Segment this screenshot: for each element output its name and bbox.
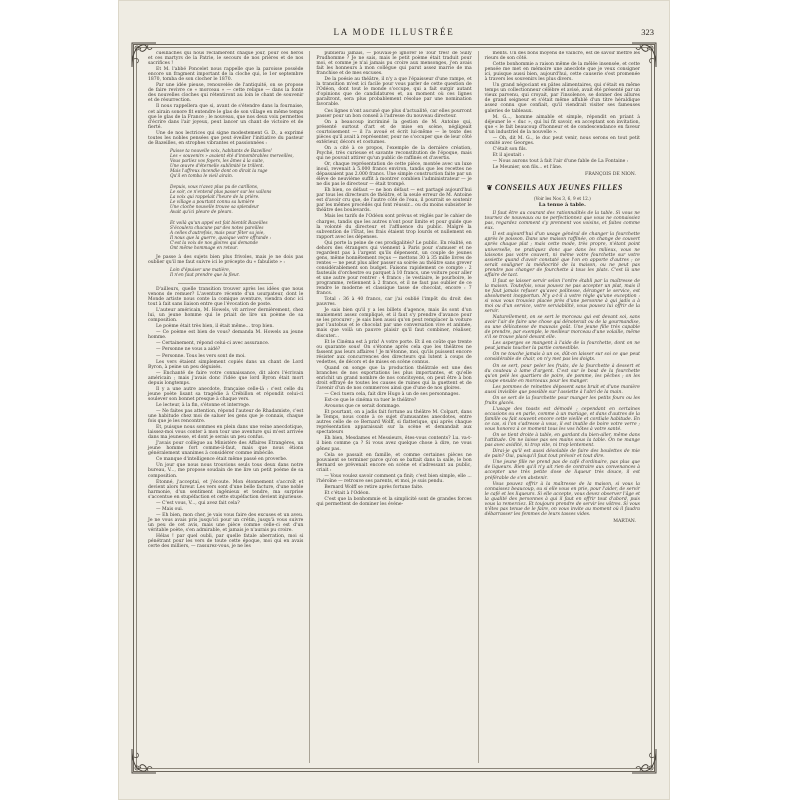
poem-line: Puisse ta nouvelle voix, habitants de Bazeilles! bbox=[170, 148, 272, 154]
col1-paragraphs-2 bbox=[148, 287, 303, 549]
col3-paragraphs bbox=[485, 51, 640, 170]
paragraph: L'auteur américain, M. Howels, vit arriver dernièrement, chez lui, un jeune homme qui le priait de lire un poème de sa composition. bbox=[148, 308, 304, 324]
paragraph: ments. Un des bons moyens de vaincre, est de savoir mettre les rieurs de son côté. bbox=[484, 51, 640, 62]
paragraph: Il faut être au courant des rationnalités de la table. Si vous ne tournez de nouveaux ou ne perfectionnez que vous ne connaissiez pas, regardez comment s'y prennent vos voisins, et faites comme eux. bbox=[484, 211, 640, 232]
paragraph: Et il ajoutait : bbox=[492, 152, 525, 158]
poem-line: Depuis, vous n'avez plus pu de carillons, bbox=[170, 184, 259, 190]
paragraph: Les vers étaient simplement copiés dans un chant de Lord Byron, à peine un peu déguisés. bbox=[148, 359, 304, 370]
paragraph: Quand on songe que la production théâtrale est une des branches de nos exportations les plus importantes, et qu'elle enrichit un grand nombre de nos concitoyens, on peut être à bon droit effrayé de toutes les causes de ruines qui la guettent et de l'avenir d'un de nos commerces ainsi que d'une de nos gloires. bbox=[316, 365, 472, 391]
paragraph: Le Meunier, son fils... et l'âne. bbox=[492, 164, 563, 170]
paragraph: — Nous aurons tout à fait l'air d'une fable de La Fontaine : bbox=[492, 158, 629, 164]
paragraph: Est-ce que le cinéma va tuer le théâtre? bbox=[324, 398, 417, 404]
poem-line: Ont même hommage en retour. bbox=[170, 245, 239, 251]
quote-line: Il n'en faut prendre que la fleur. bbox=[170, 272, 240, 278]
paragraph: Il y a une autre anecdote, française celle-là : c'est celle du jeune poète lisant sa tragédie à Crébillon et répondit celui-ci soulever son bonnet presque à chaque vers. bbox=[148, 386, 304, 402]
paragraph: On se sert, pour peler les fruits, de la fourchette à dessert et du couteau à lame d'argent. C'est sur le bout de la fourchette qu'on pelé les quartiers de poire, de pomme, les pêches ; on les coupe ensuite en morceaux pour les manger. bbox=[484, 363, 640, 384]
paragraph: Un jour que nous nous trouvions seuls tous deux dans notre bureau, V..., me propose soudain de me lire un petit poème de sa composition. bbox=[148, 463, 304, 479]
paragraph: On a cité à ce propos, l'exemple de la dernière création, Psyché, très curieuse et savante reconstitution de l'époque, mais qui ne pouvait attirer qu'un public de raffinés et d'avertis. bbox=[316, 145, 472, 161]
paragraph: Il faut se laisser servir selon l'ordre établi par la maîtresse de la maison. Toutefois, vous pouvez ne pas accepter un plat, mais il ne faut jamais refuser qu'avec politesse, déranger le service, est absolument inopportun. N'y a-t-il à votre règle qu'une exception : si vous vous trouviez placée près d'une personne à qui jadis a à moi ou d'un service, votre serviabilité, vous pouvez lui offrir de la servir. bbox=[484, 278, 640, 315]
paragraph: Or, chaque représentation de cette pièce, montée avec un luxe inouï, revenait à 5.000 francs environ, tandis que les recettes ne dépassaient pas 2.000 francs. Une simple construction faite par un élève de neuvième suffit à montrer combien l'administrateur — je ne dis pas le directeur — était trompé. bbox=[316, 161, 472, 188]
paragraph: — Ce poème est bien de vous? demanda M. Howels au jeune homme. bbox=[148, 330, 304, 341]
poem-line: Il nous que la guerre, quoique votre offrande : bbox=[170, 235, 272, 241]
magazine-page bbox=[118, 0, 670, 800]
quote-line: Loin d'épuiser une matière, bbox=[170, 267, 231, 273]
paragraph: Un grand négociant en pâtes alimentaires, qui s'était en même temps un collectionneur célèbre et avisé, avait été présenté par un vieux parvenu, qui croyait, par l'insolence, se donner des allures de grand seigneur et s'était même affublé d'un titre héraldique assez connu que confiait, qu'il viendrait visiter ses fameuses galeries de tableaux. bbox=[484, 83, 640, 114]
paragraph: Eh bien, ce défaut — ne bon défaut — est partagé aujourd'hui par tous les directeurs de théâtre, et la seule erreur de M. Antoine est d'avoir cru que, de l'autre côté de l'eau, il pourrait se soutenir par les mêmes procédés qui font réussir... ou du moins subsister le théâtre des boulevards. bbox=[316, 188, 472, 214]
paragraph: On se sert de la fourchette pour manger les petits fours ou les fruits glacés. bbox=[484, 395, 640, 406]
paragraph: C'est que la bonhommie et la simplicité sont de grandes forces qui permettent de dominer les événe- bbox=[316, 496, 472, 507]
poem-line: A celles d'autrefois, mais pour fêter sa joie, bbox=[170, 230, 265, 236]
page-header bbox=[118, 0, 670, 40]
author-signature: FRANÇOIS DE NION. bbox=[585, 172, 636, 178]
paragraph: — Personne. Tous les vers sont de moi. bbox=[156, 353, 246, 359]
paragraph: L'usage des toasts est démodé ; cependant en certaines occasions ou en parle, comme à un mariage, et dans d'autres de la famille ou fait souvent encore cette vieille et cordiale habitude. En ce cas, si l'on s'adresse à vous, il est inutile de boire votre verre ; vous honorez à ce moment tous les vos hôtes à votre santé. bbox=[484, 406, 640, 433]
paragraph: D'ailleurs, quelle transition trouver après les idées que nous venons de remuer? L'aventure récente d'un usurpateur, dont le Monde artiste nous conte la comique aventure, viendra donc ici tout à fait sans liaison entre que l'évocation de poste. bbox=[148, 286, 304, 308]
paragraph: Total : 36 à 40 francs, car j'ai oublié l'impôt du droit des pauvres. bbox=[316, 297, 472, 308]
paragraph: Une jeune fille ne prend pas de café d'ordinaire, pas plus que de liqueurs. Bien qu'il n'y ait rien de contraire aux convenances à accepter une très petite dose de liqueur très douce, il est préférable de s'en abstenir. bbox=[484, 460, 640, 481]
ornamental-frame bbox=[133, 44, 655, 772]
paragraph: — Vous voulez savoir comment ça finit; c'est bien simple, elle ... l'héroïne — retrouve ses parents, et moi, je suis pendu. bbox=[316, 473, 472, 484]
poem-line: Une cloche nouvelle trouve sa splendeur bbox=[170, 204, 259, 210]
paragraph: Mais les tarifs de l'Odéon sont prévus et réglés par le cahier de charges, tandis que les autres n'ont pour limite et pour guide que la volonté du directeur et l'affluence du public. Malgré la subvention de l'État, les frais étaient trop lourds et nullement en rapport avec les dépenses. bbox=[316, 214, 472, 240]
column-3 bbox=[478, 51, 646, 763]
paragraph: Dirai-je qu'il est aussi désolable de faire des boulettes de mie de pain? Oui, puisqu'il faut tout prévoir et tout dire. bbox=[484, 449, 640, 460]
poem-line: Avait qu'ici pleure de pleurs. bbox=[170, 209, 233, 215]
paragraph: M. G..., homme aimable et simple, répondit en priant à déjeuner le « duc », qui lui fit savoir, en acceptant son invitation, que « le fait beaucoup d'honneur et de condescendance en faveur d'un industriel de la nouvelle ». bbox=[484, 114, 640, 135]
paragraph: Il nous rappellera que si, avant de s'étendre dans la fournaise, cet airain sonore fit entendre le glas de son village en même temps que le glas de la France ; le nouveau, que nos deux voix permettes d'écrire dans l'air joyeux, peut lancer un chant de victoire et de fierté. bbox=[148, 104, 304, 130]
poem-stanza-3 bbox=[148, 219, 303, 253]
paragraph: Je passe à des sujets bien plus frivoles, mais je ne dois pas oublier qu'il me faut suivre ici le précepte du « fabuliste » : bbox=[148, 254, 304, 265]
paragraph: Vous pouvez offrir à la maîtresse de la maison, si vous la connaissez beaucoup, ou si elle vous en prie, pour l'aider, de servir le café et les liqueurs. Si elle accepte, vous devez observer l'âge et la qualité des personnes à qui il faut en offrir tout d'abord, puis vous la remerciez. Et toujours prendre de servir les vôtres. Si vous n'êtes pas tenue de le faire, on vous invite au moment où il faudra débarrasser les femmes de leurs tasses vides. bbox=[484, 481, 640, 517]
paragraph: Cette bonhommie a raison même de la mêlée insensée, et cette pensée me met en mémoire une anecdote que je veux consigner ici, puisque aussi bien, aujourd'hui, cette causerie s'est promenée à travers les souvenirs les plus divers. bbox=[484, 62, 640, 83]
paragraph: Et M. l'abbé Poncelet nous rappelle que la paroisse possède encore un fragment important de la cloche qui, le 1er septembre 1870, tomba de son clocher le 1870. bbox=[148, 67, 304, 83]
poem-line: S'écoulera chacune par des notes pareilles bbox=[170, 225, 264, 231]
paragraph: Les pommes de reinettes déposent sans bruit et d'une manière aussi invisible que possible sur l'assiette à l'abri de la main. bbox=[484, 384, 640, 395]
paragraph: On a beaucoup incriminé la gestion de M. Antoine qui, présenté surtout d'art et de mise en scène, négligeait courtoisement — il l'a avoué et écrit lui-même — le texte des pièces qu'il avait à représenter, pour ne s'occuper que de leur côté extérieur, décors et costumes. bbox=[316, 119, 472, 145]
paragraph: Bernard Wolff se retire après fortune faite. bbox=[324, 484, 424, 490]
paragraph: Par une idée pieuse, renouvelée de l'antiquité, on se propose de faire revivre ce « morceau » — cette relique — dans la fonte des nouvelles cloches qui rétentiront au loin le chant de souvenir et de résurrection. bbox=[148, 83, 304, 104]
paragraph: J'avais pour collègue au Ministère des Affaires Étrangères, un jeune homme fort comme-il-faut, mais que nous étions généralement unanimes à considérer comme imbécile. bbox=[148, 441, 304, 457]
poem-stanza-1 bbox=[148, 147, 303, 181]
paragraph: — Enchanté de faire votre connaissance, dit alors l'écrivain américain ; mais j'avais donc l'idée que lord Byron était mort depuis longtemps. bbox=[148, 370, 304, 386]
poem-line: Mais l'affreux incendie dont on dirait la rage bbox=[170, 168, 268, 174]
paragraph: — Certainement, répond celui-ci avec assurance. bbox=[156, 341, 270, 347]
paragraph: — Personne ne vous a aidé? bbox=[156, 347, 221, 353]
paragraph: Les asperges se mangent à l'aide de la fourchette, dont on ne peut jamais toucher la partie comestible. bbox=[484, 341, 640, 352]
poem-line: Qu'il en tomba le vieil airain. bbox=[170, 173, 234, 179]
page-number: 323 bbox=[641, 27, 654, 37]
paragraph: Le poème était très bien, il était même... trop bien. bbox=[156, 324, 274, 330]
paragraph: Hélas ! par quel oubli, par quelle fatale aberration, moi si pénétrant pour les vers de toute cette époque, moi qui en avais certe des milliers, — rassurez-vous, je ne les bbox=[148, 534, 304, 550]
quote-block bbox=[148, 266, 303, 280]
paragraph: Étonné, j'acceptai, et j'écoute. Mon étonnement s'accroît et devient alors fureur. Les vers sont d'une belle facture, d'une noble harmonie, d'un sentiment ingénieux et tendre, ma surprise s'accentue en stupéfaction et cette stupéfaction devient injurieuse. bbox=[148, 479, 304, 500]
poem-line: Vous parliez vos foyers, les âmes à la suite, bbox=[170, 158, 265, 164]
divider bbox=[178, 283, 273, 284]
paragraph: — Ne faites pas attention, répond l'auteur de Rhadamiste, c'est une habitude chez moi de saluer les gens que je connais, chaque fois que je les rencontre. bbox=[148, 408, 304, 425]
text-columns bbox=[142, 51, 646, 763]
paragraph: Ces lignes n'ont aucuné que plus d'actualité, car elles pourront passer pour un bon conseil à l'adresse du nouveau directeur. bbox=[316, 108, 472, 119]
poem-line: Et voilà qu'un appel est fait bientôt Bazeilles bbox=[170, 220, 268, 226]
section-paragraphs bbox=[485, 211, 640, 517]
section-heading-text: CONSEILS AUX JEUNES FILLES bbox=[494, 183, 623, 193]
col2-paragraphs bbox=[316, 51, 471, 507]
paragraph: Il est aujourd'hui d'un usage général de changer la fourchette après le poisson. Dans une maison raffinée, on change de couvert après chaque plat ; mais cette mode, très propre, n'étant point universelle, ne pratiquez donc que dans les milieux, vous ne laissons pas votre couvert, ni même votre fourchette sur votre assiette quand d'avoir constaté que l'on en apporte d'autres ; ce serait souligner la médiocrité de la maison, ou ne peut pas prendre pas changer de fourchette à tous les plats. C'est là une affaire de tact. bbox=[484, 232, 640, 278]
paragraph: C'était son fils. bbox=[492, 146, 528, 152]
paragraph: cueillaches qui nous réclamèrent chaque jour, pour ces héros et ces martyrs de la Patrie, le secours de nos prières et de nos sacrifices ! bbox=[148, 51, 304, 67]
paragraph: — C'est vous, V..., qui avez fait cela? bbox=[156, 500, 240, 506]
paragraph: On se tient droite à table, en gardant du bien-aller, même dans l'attitude. On ne laisse pas ses mains sous la table. On ne mange pas avec avidité, ni trop vite, ni trop lentement. bbox=[484, 433, 640, 449]
fleuron-icon: ❦ bbox=[486, 184, 493, 193]
poem-line: Le soir, ce n'entend plus passer sur les vallons bbox=[170, 189, 272, 195]
paragraph: — Ceci tuera cela, fait dire Hugo à un de ses personnages. bbox=[324, 392, 460, 398]
poem-line: Le village a pourtant connu sa lumière bbox=[170, 199, 255, 205]
paragraph: — Mais oui. bbox=[156, 506, 184, 512]
paragraph: Et pourtant, on a jadis fait fortune au théâtre M. Colpart, dans le Temps, nous conte à ce sujet d'amusantes anecdotes, entre autres celle de ce Bernard Wolff, si flatterique, qui après chaque représentation apparaissait sur la scène et demandait aux spectateurs bbox=[316, 410, 472, 436]
poem-line: C'est la voix de nos gloires qui demande bbox=[170, 240, 258, 246]
paragraph: — Eh bien, mon cher, je vais vous faire des excuses et un aveu. Je ne vous avais pris jusqu'ici pour un crétin, jusqu'à vous suivre un peu de cet avis, mais une pièce comme celle-ci est d'un véritable poète, s'en admirable, et jamais je n'aurais pu croire. bbox=[148, 512, 304, 533]
paragraph: Et c'était à l'Odéon. bbox=[324, 490, 370, 496]
poem-line: Les « souvenirs » avaient été d'innombrables merveilles, bbox=[170, 153, 294, 159]
section-title: La tenue à table. bbox=[538, 202, 586, 209]
paragraph: On ne touche jamais à un os, dût-on laisser sur soi ce que peut considérable de chair, on n'y met pas les doigts. bbox=[484, 352, 640, 363]
poem-line: Une œuvre d'éternelle sublimité te trillent. bbox=[170, 163, 264, 169]
paragraph: Une de nos lectrices qui signe modestement G. D., a exprimé toutes les nobles pensées que peut éveiller l'initiative du pasteur de Bazeilles, en strophes vibrantes et passionnées : bbox=[148, 130, 304, 146]
paragraph: De la poésie au théâtre, il n'y a que l'épaisseur d'une rampe, et la transition m'est ici facile pour vous parler de cette question de l'Odéon, dont tout le monde s'occupe, qui a fait surgir autant d'opinions que de candidatures et, au moment où ces lignes paraîtront, sera plus probablement résolue par une nomination favorable. bbox=[316, 77, 472, 108]
column-1 bbox=[142, 51, 309, 763]
paragraph: Qui porte la peine de ces prodigalités? Le public. En réalité, en dehors des étrangers qui viennent à Paris pour s'amuser et ne regardent pas à l'argent qu'ils dépensent, un couple de jeunes gens, même honnêtement reçus — mettons 30 à 35 mille livres de rentes — ne peut plus aller passer sa soirée au théâtre sans grever considérablement son budget. Faisons rapidement ce compte : 2 fauteuils d'orchestre ou parquet à 10 francs, une voiture pour aller et une autre pour rentrer : 4 francs ; le vestiaire, le pourboire, le programme, retiennent à 2 francs, et il ne faut pas oublier de ce rendre le moderne et classique tasse de chocolat, encore : 7 francs. bbox=[316, 240, 472, 297]
poem-stanza-2 bbox=[148, 183, 303, 217]
paragraph: Et, puisque nous sommes en plein dans une veine anecdotique, laissez-moi vous conter à mon tour une aventure qui m'est arrivée dans ma jeunesse, et dont je serais un peu confus. bbox=[148, 425, 304, 441]
paragraph: Avouons que ce serait dommage. bbox=[324, 404, 401, 410]
paragraph: Naturellement, on se sert le morceau qui est devant soi, sans avoir l'air de faire une chose qui dénoterait ou de la gourmandise, ou une délicatesse de mauvais goût. Une jeune fille très capable de prendre, par exemple, le meilleur morceau d'une volaille, même s'il se trouve placé devant elle. bbox=[484, 315, 640, 341]
section-signature: MARTAN. bbox=[613, 518, 636, 524]
column-2 bbox=[309, 51, 477, 763]
poem-line: La voix qui rappelait l'heure de la prière. bbox=[170, 194, 260, 200]
col1-paragraphs bbox=[148, 51, 303, 146]
paragraph: publierai jamais, — pouvais-je ignorer le Tour très! de Sully Prudhomme ? Je ne sais, mais le petit poème était traduit pour moi, et comme je n'ai jamais pu croire aux mensonges, j'en avais fait les honneurs à mon collègue qui parut assez marrie de ma franchise et de mes excuses. bbox=[316, 51, 472, 77]
section-heading bbox=[485, 183, 640, 193]
section-subheading: (Voir les Nos 3, 6, 9 et 12.) bbox=[533, 196, 591, 202]
paragraph: Je sais bien qu'il y a les billets d'agence, mais ils sont d'un maniement assez compliqué, et il faut s'y prendre d'avance pour se les procurer ; je sais bien aussi qu'on peut remplacer la voiture par l'autobus et le chocolat par une conversation vive et animée, mais que voilà un pauvre plaisir qu'il faut combiner, réaliser, discuter... bbox=[316, 308, 472, 339]
paragraph: Le lecteur, à la fin, s'étonne et interroge. bbox=[156, 402, 251, 408]
paragraph: Cela se passait en famille, et comme certaines pièces ne pouvaient se terminer parce qu'on se battait dans la salle, le bon Bernard se prévenait encore en scène et s'adressant au public, criait : bbox=[316, 452, 472, 473]
paragraph: Ce manque d'intelligence était même passé en proverbe. bbox=[156, 457, 288, 463]
journal-title: LA MODE ILLUSTRÉE bbox=[333, 27, 455, 37]
paragraph: — Oh, dit M. G.., le duc peut venir, nous serons en tout petit comité avec Georges. bbox=[484, 135, 640, 146]
paragraph: Et le Cinéma est à prix! A votre porte. Et il en coûte que trente ou quarante sous! On s'étonne après cela que les théâtres ne fassent pas leurs affaires ! Je m'étonne, moi, qu'ils puissent encore résister aux concurrences des directeurs qui lutent à coups de vedettes, de décors et de mises en scène connus. bbox=[316, 339, 472, 365]
paragraph: Eh bien, Mesdames et Messieurs, êtes-vous contents? Lu. va-t-il bien comme ça ? Si vous avez quelque chose à dire, ne vous gênez pas. bbox=[316, 436, 472, 452]
